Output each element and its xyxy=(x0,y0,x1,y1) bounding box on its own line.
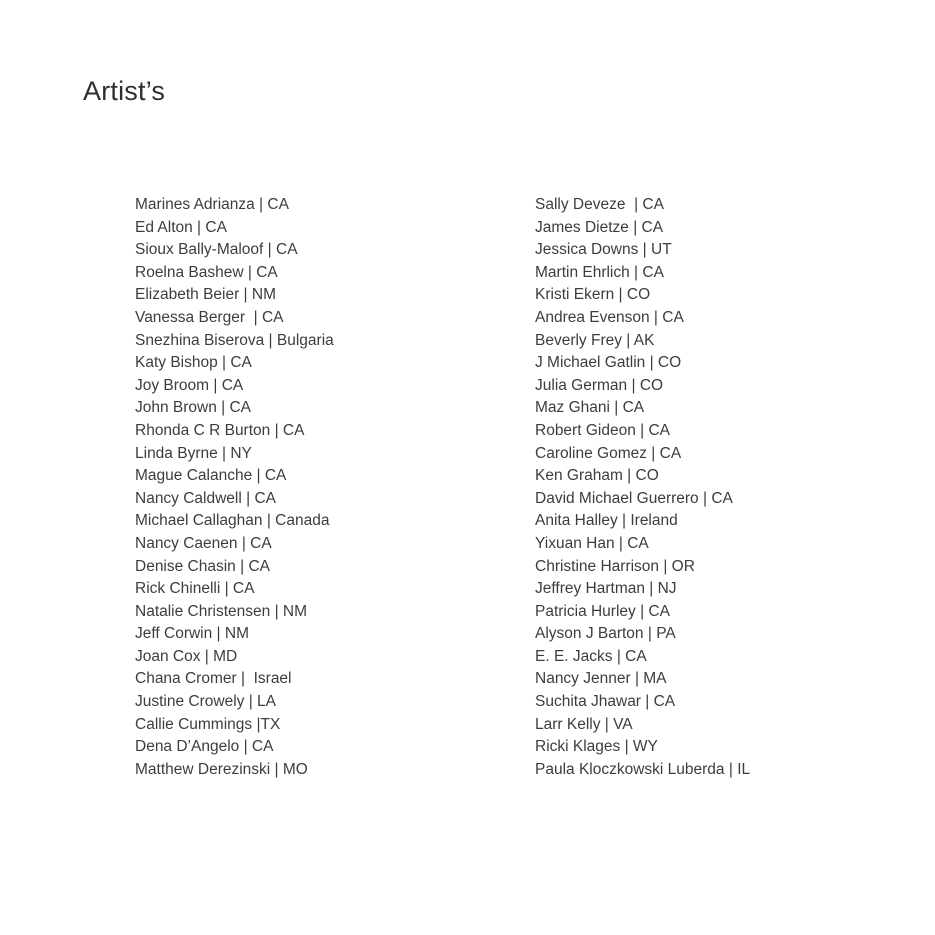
artist-entry: Andrea Evenson | CA xyxy=(535,308,684,326)
artist-entry: Sally Deveze | CA xyxy=(535,196,664,213)
artist-entry: Matthew Derezinski | MO xyxy=(135,760,308,778)
artist-entry: Michael Callaghan | Canada xyxy=(135,512,330,530)
artist-entry: Ken Graham | CO xyxy=(535,467,659,485)
artist-entry: Snezhina Biserova | Bulgaria xyxy=(135,331,334,349)
artist-column-right xyxy=(535,194,935,781)
artist-entry: Yixuan Han | CA xyxy=(535,534,649,552)
artist-entry: Kristi Ekern | CO xyxy=(535,286,651,304)
artist-entry: Jessica Downs | UT xyxy=(535,241,672,259)
artist-entry: Joy Broom | CA xyxy=(135,376,244,394)
artist-entry: Patricia Hurley | CA xyxy=(535,602,670,620)
artist-entry: Julia German | CO xyxy=(535,376,664,394)
artist-entry: Marines Adrianza | CA xyxy=(135,196,289,213)
artist-entry: Denise Chasin | CA xyxy=(135,557,270,575)
artist-entry: Katy Bishop | CA xyxy=(135,354,252,372)
artist-entry: Ed Alton | CA xyxy=(135,218,227,236)
artist-entry: Callie Cummings |TX xyxy=(135,715,281,733)
artist-column-left xyxy=(135,194,535,781)
artist-entry: Caroline Gomez | CA xyxy=(535,444,682,462)
artist-entry: Natalie Christensen | NM xyxy=(135,602,308,620)
artist-entry: Suchita Jhawar | CA xyxy=(535,693,676,711)
artist-entry: Larr Kelly | VA xyxy=(535,715,633,733)
artist-entry: Dena D’Angelo | CA xyxy=(135,738,274,756)
page-title: Artist’s xyxy=(83,76,166,106)
artist-entry: Nancy Caldwell | CA xyxy=(135,489,276,507)
artist-entry: Anita Halley | Ireland xyxy=(535,512,678,530)
artist-entry: Alyson J Barton | PA xyxy=(535,625,676,643)
artist-entry: Maz Ghani | CA xyxy=(535,399,645,417)
artist-entry: Rick Chinelli | CA xyxy=(135,580,255,598)
artist-entry: Jeff Corwin | NM xyxy=(135,625,249,643)
artist-entry: Chana Cromer | Israel xyxy=(135,670,292,688)
artist-entry: Sioux Bally-Maloof | CA xyxy=(135,241,298,259)
artist-entry: E. E. Jacks | CA xyxy=(535,647,647,665)
artist-entry: Nancy Caenen | CA xyxy=(135,534,272,552)
artist-entry: Nancy Jenner | MA xyxy=(535,670,667,688)
artist-entry: J Michael Gatlin | CO xyxy=(535,354,682,372)
artist-entry: John Brown | CA xyxy=(135,399,252,417)
artist-entry: Vanessa Berger | CA xyxy=(135,308,284,326)
artist-entry: Paula Kloczkowski Luberda | IL xyxy=(535,760,751,778)
artist-columns xyxy=(135,194,935,781)
artist-entry: Martin Ehrlich | CA xyxy=(535,263,664,281)
artist-entry: James Dietze | CA xyxy=(535,218,664,236)
artist-entry: Roelna Bashew | CA xyxy=(135,263,278,281)
artist-entry: Beverly Frey | AK xyxy=(535,331,655,349)
artist-entry: Linda Byrne | NY xyxy=(135,444,252,462)
artist-entry: Justine Crowely | LA xyxy=(135,693,276,711)
artist-entry: Ricki Klages | WY xyxy=(535,738,658,756)
artist-entry: Robert Gideon | CA xyxy=(535,421,670,439)
artist-entry: Christine Harrison | OR xyxy=(535,557,695,575)
artist-entry: Mague Calanche | CA xyxy=(135,467,287,485)
artist-entry: Elizabeth Beier | NM xyxy=(135,286,276,304)
artist-entry: Jeffrey Hartman | NJ xyxy=(535,580,677,598)
artist-entry: Rhonda C R Burton | CA xyxy=(135,421,305,439)
artist-entry: David Michael Guerrero | CA xyxy=(535,489,733,507)
artist-entry: Joan Cox | MD xyxy=(135,647,238,665)
